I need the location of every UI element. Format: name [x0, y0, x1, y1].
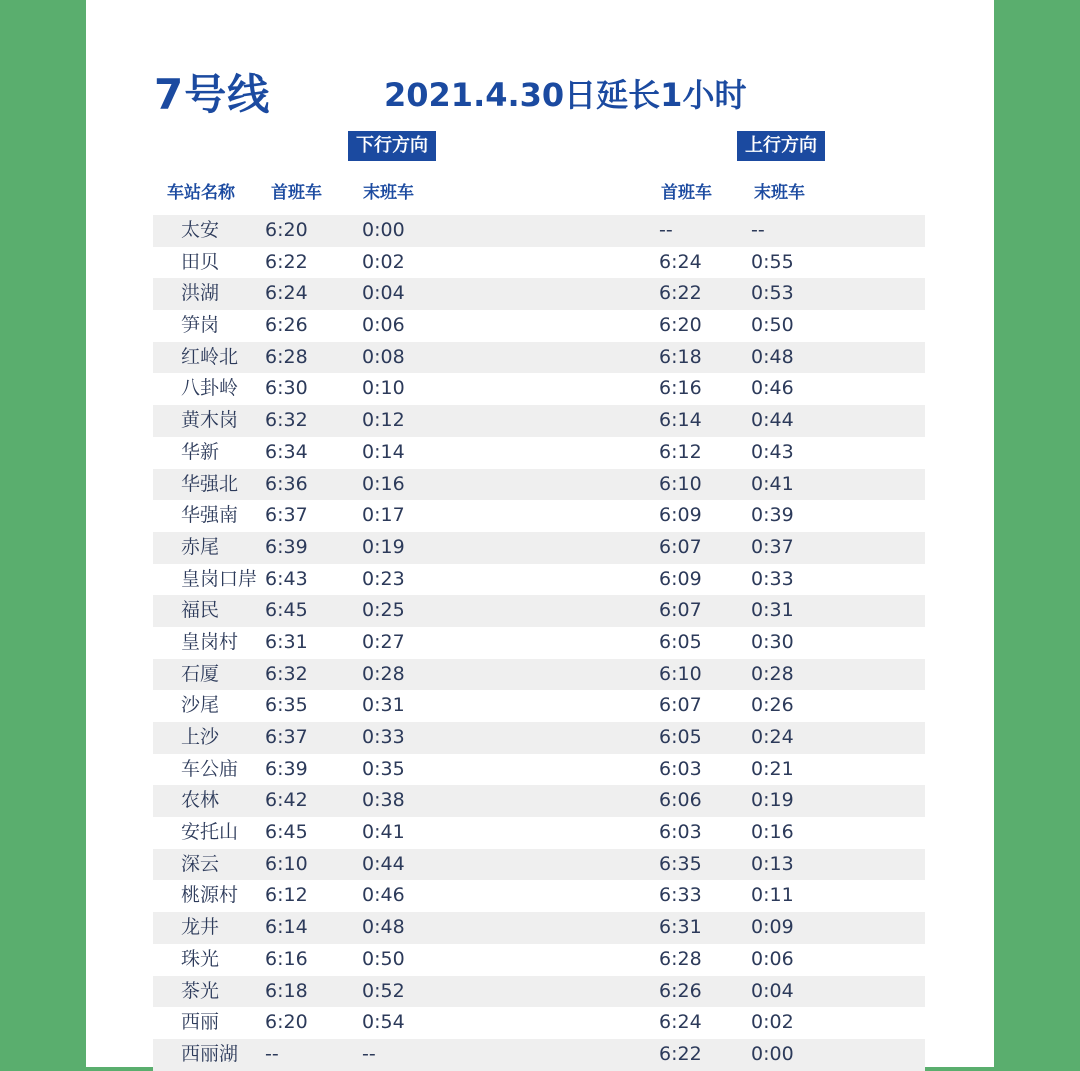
- up-last-train-time: 0:43: [751, 440, 794, 463]
- table-row: [153, 342, 925, 374]
- down-first-train-time: 6:16: [265, 947, 308, 970]
- down-last-train-time: 0:35: [362, 757, 405, 780]
- up-last-train-time: 0:02: [751, 1011, 794, 1034]
- table-row: [153, 912, 925, 944]
- up-direction-badge: 上行方向: [737, 131, 825, 161]
- up-first-train-time: --: [659, 219, 673, 241]
- down-last-train-time: 0:48: [362, 916, 405, 939]
- up-last-train-time: 0:11: [751, 884, 794, 907]
- up-first-train-time: 6:07: [659, 694, 702, 717]
- table-row: [153, 1007, 925, 1039]
- down-last-train-time: 0:02: [362, 250, 405, 273]
- up-first-train-time: 6:22: [659, 1042, 702, 1065]
- station-name: 上沙: [181, 726, 220, 748]
- up-last-train-time: 0:39: [751, 504, 794, 527]
- down-last-train-time: 0:23: [362, 567, 405, 590]
- down-first-train-time: 6:39: [265, 535, 308, 558]
- up-last-train-time: 0:41: [751, 472, 794, 495]
- down-last-train-time: 0:19: [362, 535, 405, 558]
- down-last-train-time: 0:54: [362, 1011, 405, 1034]
- table-row: [153, 564, 925, 596]
- table-row: [153, 1039, 925, 1071]
- up-last-train-header: 末班车: [754, 183, 805, 203]
- up-last-train-time: 0:13: [751, 852, 794, 875]
- up-first-train-time: 6:33: [659, 884, 702, 907]
- up-first-train-time: 6:26: [659, 979, 702, 1002]
- station-name: 西丽湖: [181, 1042, 239, 1065]
- down-first-train-time: 6:34: [265, 440, 308, 463]
- down-last-train-time: 0:25: [362, 599, 405, 622]
- table-row: [153, 278, 925, 310]
- down-last-train-time: 0:12: [362, 409, 405, 432]
- up-last-train-time: --: [751, 219, 765, 241]
- up-first-train-time: 6:03: [659, 821, 702, 844]
- down-first-train-time: 6:37: [265, 726, 308, 748]
- table-row: [153, 405, 925, 437]
- up-first-train-time: 6:24: [659, 250, 702, 273]
- table-row: [153, 532, 925, 564]
- up-first-train-time: 6:14: [659, 409, 702, 432]
- down-last-train-time: 0:16: [362, 472, 405, 495]
- up-first-train-time: 6:05: [659, 630, 702, 653]
- station-name: 农林: [181, 789, 220, 812]
- table-row: [153, 215, 925, 247]
- down-first-train-time: 6:36: [265, 472, 308, 495]
- down-last-train-time: 0:00: [362, 219, 405, 241]
- up-first-train-header: 首班车: [661, 183, 712, 203]
- down-first-train-time: 6:14: [265, 916, 308, 939]
- up-last-train-time: 0:16: [751, 821, 794, 844]
- table-row: [153, 437, 925, 469]
- table-row: [153, 373, 925, 405]
- station-name: 西丽: [181, 1011, 220, 1034]
- up-last-train-time: 0:55: [751, 250, 794, 273]
- up-last-train-time: 0:31: [751, 599, 794, 622]
- down-last-train-time: 0:41: [362, 821, 405, 844]
- down-first-train-time: 6:45: [265, 599, 308, 622]
- timetable-rows: [153, 215, 925, 1071]
- down-last-train-time: --: [362, 1042, 376, 1065]
- table-row: [153, 817, 925, 849]
- down-last-train-header: 末班车: [363, 183, 414, 203]
- station-name: 安托山: [181, 821, 239, 844]
- table-row: [153, 627, 925, 659]
- up-first-train-time: 6:07: [659, 535, 702, 558]
- up-first-train-time: 6:35: [659, 852, 702, 875]
- station-name: 车公庙: [181, 757, 239, 780]
- station-name: 华强北: [181, 472, 239, 495]
- down-first-train-header: 首班车: [271, 183, 322, 203]
- up-last-train-time: 0:28: [751, 662, 794, 685]
- station-name: 龙井: [181, 916, 220, 939]
- table-row: [153, 247, 925, 279]
- station-name: 皇岗村: [181, 630, 239, 653]
- down-first-train-time: 6:42: [265, 789, 308, 812]
- up-last-train-time: 0:06: [751, 947, 794, 970]
- up-last-train-time: 0:24: [751, 726, 794, 748]
- up-last-train-time: 0:00: [751, 1042, 794, 1065]
- table-row: [153, 880, 925, 912]
- up-last-train-time: 0:33: [751, 567, 794, 590]
- down-last-train-time: 0:44: [362, 852, 405, 875]
- down-last-train-time: 0:17: [362, 504, 405, 527]
- station-name: 沙尾: [181, 694, 220, 717]
- table-row: [153, 690, 925, 722]
- down-last-train-time: 0:08: [362, 345, 405, 368]
- up-last-train-time: 0:21: [751, 757, 794, 780]
- table-row: [153, 595, 925, 627]
- station-name: 田贝: [181, 250, 220, 273]
- table-row: [153, 754, 925, 786]
- table-row: [153, 722, 925, 754]
- down-first-train-time: 6:18: [265, 979, 308, 1002]
- down-first-train-time: 6:45: [265, 821, 308, 844]
- up-first-train-time: 6:10: [659, 662, 702, 685]
- down-first-train-time: 6:37: [265, 504, 308, 527]
- down-first-train-time: 6:32: [265, 662, 308, 685]
- down-first-train-time: 6:32: [265, 409, 308, 432]
- table-row: [153, 310, 925, 342]
- station-name: 石厦: [181, 662, 220, 685]
- table-row: [153, 849, 925, 881]
- down-first-train-time: 6:39: [265, 757, 308, 780]
- up-first-train-time: 6:07: [659, 599, 702, 622]
- up-last-train-time: 0:37: [751, 535, 794, 558]
- station-name-header: 车站名称: [167, 183, 235, 203]
- up-last-train-time: 0:30: [751, 630, 794, 653]
- down-last-train-time: 0:28: [362, 662, 405, 685]
- up-first-train-time: 6:18: [659, 345, 702, 368]
- up-last-train-time: 0:46: [751, 377, 794, 400]
- down-first-train-time: 6:28: [265, 345, 308, 368]
- down-last-train-time: 0:38: [362, 789, 405, 812]
- down-last-train-time: 0:52: [362, 979, 405, 1002]
- down-first-train-time: 6:20: [265, 1011, 308, 1034]
- down-first-train-time: 6:24: [265, 282, 308, 305]
- station-name: 桃源村: [181, 884, 239, 907]
- down-first-train-time: 6:10: [265, 852, 308, 875]
- table-row: [153, 659, 925, 691]
- station-name: 华新: [181, 440, 220, 463]
- station-name: 珠光: [181, 947, 220, 970]
- up-first-train-time: 6:31: [659, 916, 702, 939]
- down-last-train-time: 0:14: [362, 440, 405, 463]
- up-last-train-time: 0:53: [751, 282, 794, 305]
- up-first-train-time: 6:28: [659, 947, 702, 970]
- up-last-train-time: 0:09: [751, 916, 794, 939]
- up-first-train-time: 6:20: [659, 314, 702, 337]
- down-first-train-time: 6:31: [265, 630, 308, 653]
- down-last-train-time: 0:10: [362, 377, 405, 400]
- down-first-train-time: --: [265, 1042, 279, 1065]
- line-title: 7号线: [154, 70, 271, 119]
- station-name: 笋岗: [181, 314, 220, 337]
- station-name: 深云: [181, 852, 220, 875]
- timetable-sheet: [86, 0, 994, 1067]
- station-name: 赤尾: [181, 535, 220, 558]
- down-last-train-time: 0:46: [362, 884, 405, 907]
- down-last-train-time: 0:31: [362, 694, 405, 717]
- table-row: [153, 944, 925, 976]
- down-last-train-time: 0:50: [362, 947, 405, 970]
- up-last-train-time: 0:04: [751, 979, 794, 1002]
- down-last-train-time: 0:04: [362, 282, 405, 305]
- up-last-train-time: 0:44: [751, 409, 794, 432]
- down-first-train-time: 6:20: [265, 219, 308, 241]
- table-row: [153, 500, 925, 532]
- up-last-train-time: 0:26: [751, 694, 794, 717]
- station-name: 福民: [181, 599, 220, 622]
- up-first-train-time: 6:09: [659, 567, 702, 590]
- station-name: 华强南: [181, 504, 239, 527]
- down-first-train-time: 6:12: [265, 884, 308, 907]
- station-name: 红岭北: [181, 345, 239, 368]
- up-first-train-time: 6:12: [659, 440, 702, 463]
- station-name: 皇岗口岸: [181, 567, 258, 590]
- down-last-train-time: 0:27: [362, 630, 405, 653]
- station-name: 茶光: [181, 979, 220, 1002]
- up-first-train-time: 6:03: [659, 757, 702, 780]
- station-name: 八卦岭: [181, 377, 239, 400]
- down-first-train-time: 6:26: [265, 314, 308, 337]
- down-first-train-time: 6:22: [265, 250, 308, 273]
- up-first-train-time: 6:06: [659, 789, 702, 812]
- up-first-train-time: 6:22: [659, 282, 702, 305]
- up-last-train-time: 0:50: [751, 314, 794, 337]
- up-last-train-time: 0:19: [751, 789, 794, 812]
- down-first-train-time: 6:30: [265, 377, 308, 400]
- up-first-train-time: 6:05: [659, 726, 702, 748]
- up-first-train-time: 6:10: [659, 472, 702, 495]
- down-first-train-time: 6:35: [265, 694, 308, 717]
- station-name: 太安: [181, 219, 220, 241]
- table-row: [153, 785, 925, 817]
- up-last-train-time: 0:48: [751, 345, 794, 368]
- extension-notice: 2021.4.30日延长1小时: [384, 76, 747, 114]
- up-first-train-time: 6:16: [659, 377, 702, 400]
- table-row: [153, 976, 925, 1008]
- table-row: [153, 469, 925, 501]
- down-last-train-time: 0:33: [362, 726, 405, 748]
- down-direction-badge: 下行方向: [348, 131, 436, 161]
- up-first-train-time: 6:09: [659, 504, 702, 527]
- down-last-train-time: 0:06: [362, 314, 405, 337]
- up-first-train-time: 6:24: [659, 1011, 702, 1034]
- station-name: 黄木岗: [181, 409, 239, 432]
- station-name: 洪湖: [181, 282, 220, 305]
- down-first-train-time: 6:43: [265, 567, 308, 590]
